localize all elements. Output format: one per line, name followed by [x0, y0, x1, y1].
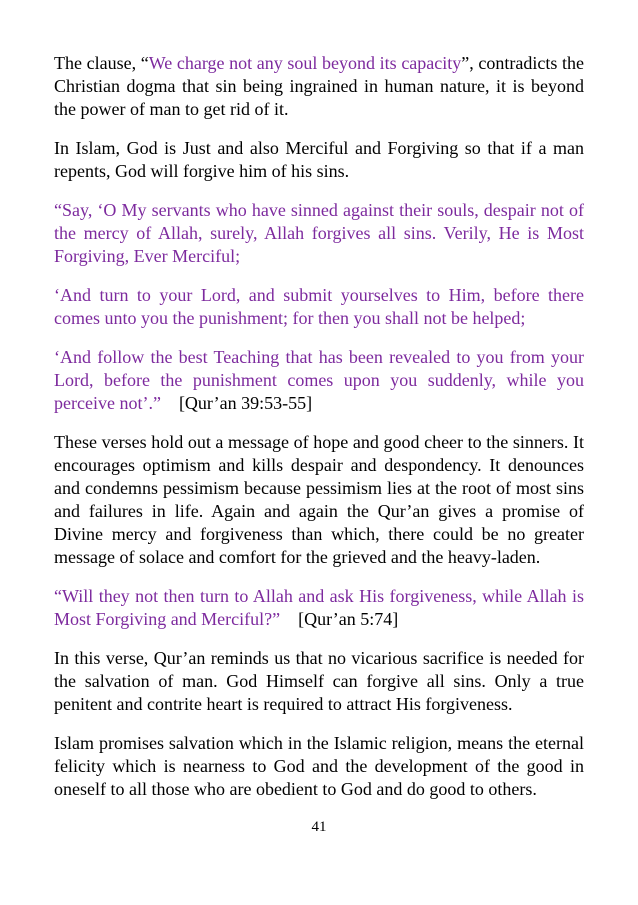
quote-verse-55-reference: [Qur’an 39:53-55] — [178, 393, 313, 413]
paragraph-islam-mercy: In Islam, God is Just and also Merciful and Forgiving so that if a man repents, God will forgive him of his sins. — [54, 138, 584, 181]
quote-verse-5-74 — [54, 585, 584, 631]
page-number: 41 — [311, 819, 327, 835]
clause-quote: We charge not any soul beyond its capacity — [148, 53, 462, 73]
clause-lead-text: The clause, “ — [54, 53, 149, 73]
paragraph-hope-message: These verses hold out a message of hope and good cheer to the sinners. It encourages optimism and kills despair and despondency. It denounces and condemns pessimism because pessimism lies at the root of most sins and failures in life. Again and again the Qur’an gives a promise of Divine mercy and forgiveness than which, there could be no greater message of solace and comfort for the grieved and the heavy-laden. — [54, 432, 584, 567]
quote-verse-5-74-text: “Will they not then turn to Allah and ask His forgiveness, while Allah is Most Forgiving and Merciful?” — [54, 586, 584, 629]
clause-rest-text: ”, contradicts the Christian dogma that sin being ingrained in human nature, it is beyond the power of man to get rid of it. — [54, 53, 584, 119]
quote-verse-54: ‘And turn to your Lord, and submit yourselves to Him, before there comes unto you the punishment; for then you shall not be helped; — [54, 285, 584, 328]
quote-verse-55-text: ‘And follow the best Teaching that has been revealed to you from your Lord, before the punishment comes upon you suddenly, while you perceive not’.” — [54, 347, 584, 413]
quote-verse-5-74-reference: [Qur’an 5:74] — [298, 609, 399, 629]
paragraph-salvation: Islam promises salvation which in the Islamic religion, means the eternal felicity which is nearness to God and the development of the good in oneself to all those who are obedient to God and do good to others. — [54, 733, 584, 799]
quote-verse-55 — [54, 346, 584, 415]
paragraph-clause — [54, 52, 584, 121]
quote-verse-53: “Say, ‘O My servants who have sinned against their souls, despair not of the mercy of Allah, surely, Allah forgives all sins. Verily, He is Most Forgiving, Ever Merciful; — [54, 200, 584, 266]
paragraph-no-vicarious-sacrifice: In this verse, Qur’an reminds us that no vicarious sacrifice is needed for the salvation of man. God Himself can forgive all sins. Only a true penitent and contrite heart is required to attract His forgiveness. — [54, 648, 584, 714]
